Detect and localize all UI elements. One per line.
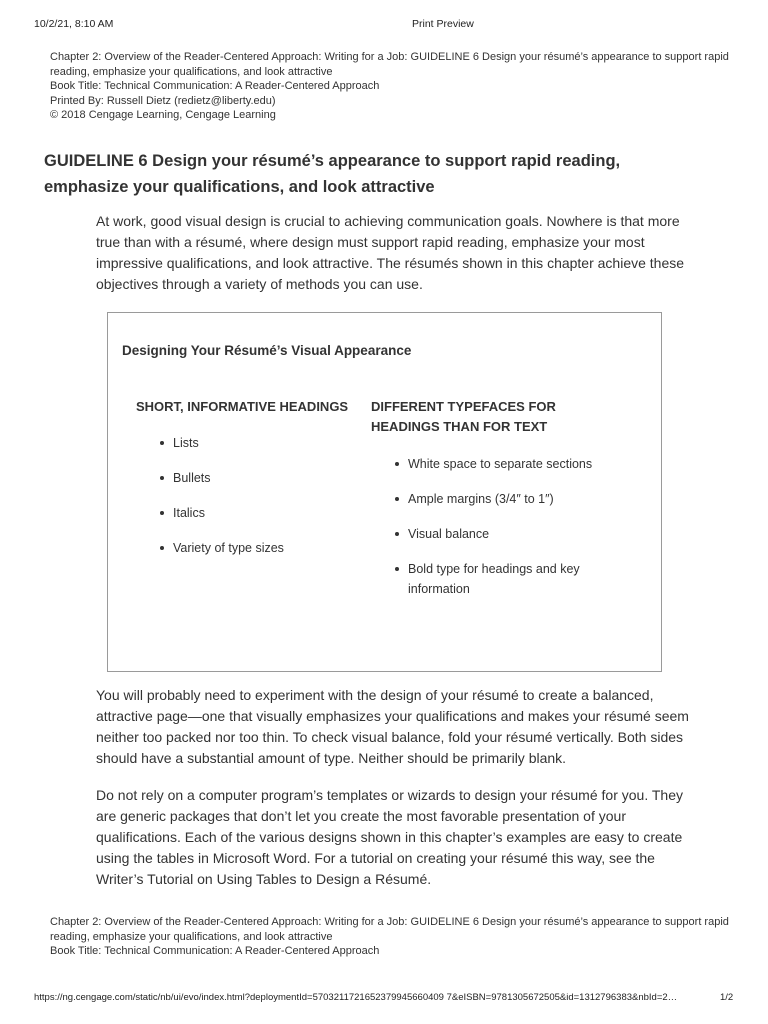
citation-printed-by: Printed By: Russell Dietz (redietz@liberty.edu) (50, 94, 276, 107)
figure-box (107, 312, 662, 672)
figure-col1-heading: SHORT, INFORMATIVE HEADINGS (136, 399, 349, 414)
citation-book-title: Book Title: Technical Communication: A Reader-Centered Approach (50, 80, 380, 92)
list-item: Visual balance (394, 524, 604, 544)
citation-chapter: Chapter 2: Overview of the Reader-Centered Approach: Writing for a Job: GUIDELINE 6 Design your résumé’s appearance to support rapid reading, emphasize your qualifications, and look attractive (50, 51, 729, 78)
figure-col2-list (394, 454, 604, 614)
print-datetime: 10/2/21, 8:10 AM (34, 18, 114, 30)
footer-chapter: Chapter 2: Overview of the Reader-Centered Approach: Writing for a Job: GUIDELINE 6 Design your résumé’s appearance to support rapid reading, emphasize your qualifications, and look attractive (50, 916, 729, 943)
list-item: Bold type for headings and key information (394, 559, 604, 599)
list-item: Bullets (159, 468, 349, 488)
list-item: Lists (159, 433, 349, 453)
figure-title: Designing Your Résumé’s Visual Appearance (122, 343, 412, 358)
figure-col1-list (159, 433, 349, 573)
list-item: Variety of type sizes (159, 538, 349, 558)
body-paragraph-2: You will probably need to experiment with the design of your résumé to create a balanced, attractive page—one that visually emphasizes your qualifications and makes your résumé seem neither too packed nor too thin. To check visual balance, fold your résumé vertically. Both sides should have a substantial amount of type. Neither should be primarily blank. (96, 687, 689, 766)
body-paragraph-1: At work, good visual design is crucial to achieving communication goals. Nowhere is that more true than with a résumé, where design must support rapid reading, emphasize your most impressive qualifications, and look attractive. The résumés shown in this chapter achieve these objectives through a variety of methods you can use. (96, 213, 685, 292)
citation-block (50, 50, 730, 123)
figure-col2-heading: DIFFERENT TYPEFACES FOR HEADINGS THAN FOR TEXT (371, 399, 556, 434)
list-item: Ample margins (3/4″ to 1″) (394, 489, 604, 509)
footer-citation (50, 915, 740, 959)
guideline-heading: GUIDELINE 6 Design your résumé’s appearance to support rapid reading, emphasize your qualifications, and look attractive (44, 152, 621, 196)
footer-book-title: Book Title: Technical Communication: A Reader-Centered Approach (50, 945, 380, 957)
citation-copyright: © 2018 Cengage Learning, Cengage Learning (50, 109, 276, 121)
body-paragraph-3: Do not rely on a computer program’s templates or wizards to design your résumé for you. They are generic packages that don’t let you create the most favorable presentation of your qualifications. Each of the various designs shown in this chapter’s examples are easy to create using the tables in Microsoft Word. For a tutorial on creating your résumé this way, see the Writer’s Tutorial on Using Tables to Design a Résumé. (96, 787, 683, 887)
list-item: Italics (159, 503, 349, 523)
list-item: White space to separate sections (394, 454, 604, 474)
print-preview-title: Print Preview (412, 18, 474, 30)
print-url: https://ng.cengage.com/static/nb/ui/evo/index.html?deploymentId=5703211721652379945660409 7&eISBN=9781305672505&id=1312796383&nbId=2… (34, 992, 678, 1003)
print-page-number: 1/2 (720, 992, 734, 1003)
